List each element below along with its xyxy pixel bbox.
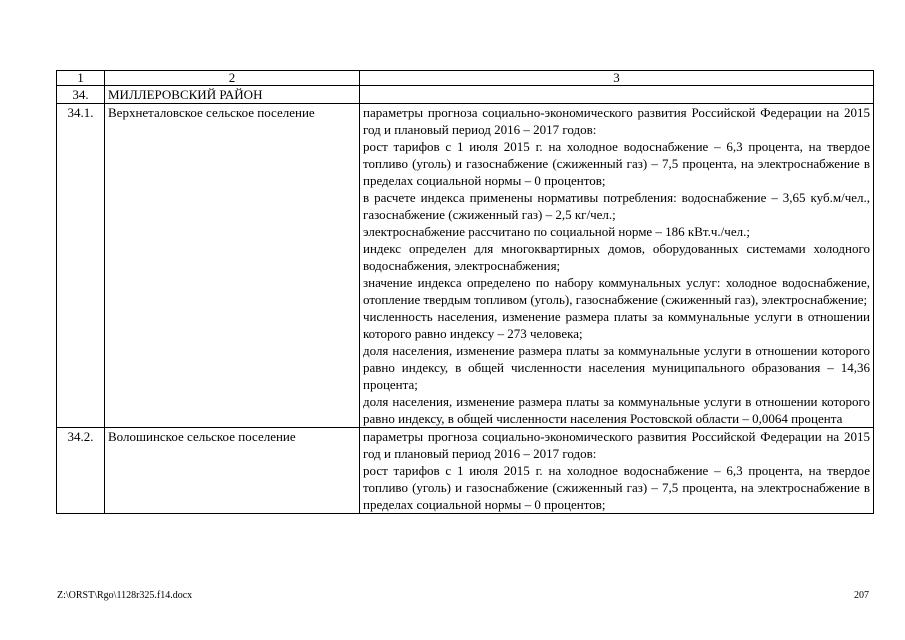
parameters-cell	[360, 104, 874, 428]
settlement-name: Верхнеталовское сельское поселение	[105, 104, 360, 428]
file-path: Z:\ORST\Rgo\1128r325.f14.docx	[57, 590, 193, 601]
region-number: 34.	[57, 86, 105, 104]
region-empty-cell	[360, 86, 874, 104]
paragraph: параметры прогноза социально-экономического развития Российской Федерации на 2015 год и плановый период 2016 – 2017 годов:	[363, 429, 870, 461]
page-footer	[57, 590, 869, 601]
table-row	[57, 104, 874, 428]
settlement-name: Волошинское сельское поселение	[105, 428, 360, 514]
paragraph: рост тарифов с 1 июля 2015 г. на холодное водоснабжение – 6,3 процента, на твердое топливо (уголь) и газоснабжение (сжиженный газ) – 7,5 процента, на электроснабжение в пределах социальной нормы – 0 процентов;	[363, 463, 870, 512]
header-row	[57, 71, 874, 86]
paragraph: индекс определен для многоквартирных домов, оборудованных системами холодного водоснабжения, электроснабжения;	[363, 241, 870, 273]
paragraph: значение индекса определено по набору коммунальных услуг: холодное водоснабжение, отопление твердым топливом (уголь), газоснабжение (сжиженный газ), электроснабжение;	[363, 275, 870, 307]
paragraph: численность населения, изменение размера платы за коммунальные услуги в отношении которого равно индексу – 273 человека;	[363, 309, 870, 341]
region-name: МИЛЛЕРОВСКИЙ РАЙОН	[105, 86, 360, 104]
header-col-2: 2	[105, 71, 360, 86]
paragraph: доля населения, изменение размера платы за коммунальные услуги в отношении которого равно индексу, в общей численности населения Ростовской области – 0,0064 процента	[363, 394, 870, 426]
row-number: 34.1.	[57, 104, 105, 428]
row-number: 34.2.	[57, 428, 105, 514]
table-row	[57, 428, 874, 514]
paragraph: доля населения, изменение размера платы за коммунальные услуги в отношении которого равно индексу, в общей численности населения муниципального образования – 14,36 процента;	[363, 343, 870, 392]
header-col-3: 3	[360, 71, 874, 86]
region-row	[57, 86, 874, 104]
page-number: 207	[854, 590, 869, 601]
paragraph: параметры прогноза социально-экономического развития Российской Федерации на 2015 год и плановый период 2016 – 2017 годов:	[363, 105, 870, 137]
header-col-1: 1	[57, 71, 105, 86]
paragraph: электроснабжение рассчитано по социальной норме – 186 кВт.ч./чел.;	[363, 224, 750, 239]
parameters-cell	[360, 428, 874, 514]
paragraph: рост тарифов с 1 июля 2015 г. на холодное водоснабжение – 6,3 процента, на твердое топливо (уголь) и газоснабжение (сжиженный газ) – 7,5 процента, на электроснабжение в пределах социальной нормы – 0 процентов;	[363, 139, 870, 188]
document-table	[56, 70, 874, 514]
paragraph: в расчете индекса применены нормативы потребления: водоснабжение – 3,65 куб.м/чел., газоснабжение (сжиженный газ) – 2,5 кг/чел.;	[363, 190, 870, 222]
